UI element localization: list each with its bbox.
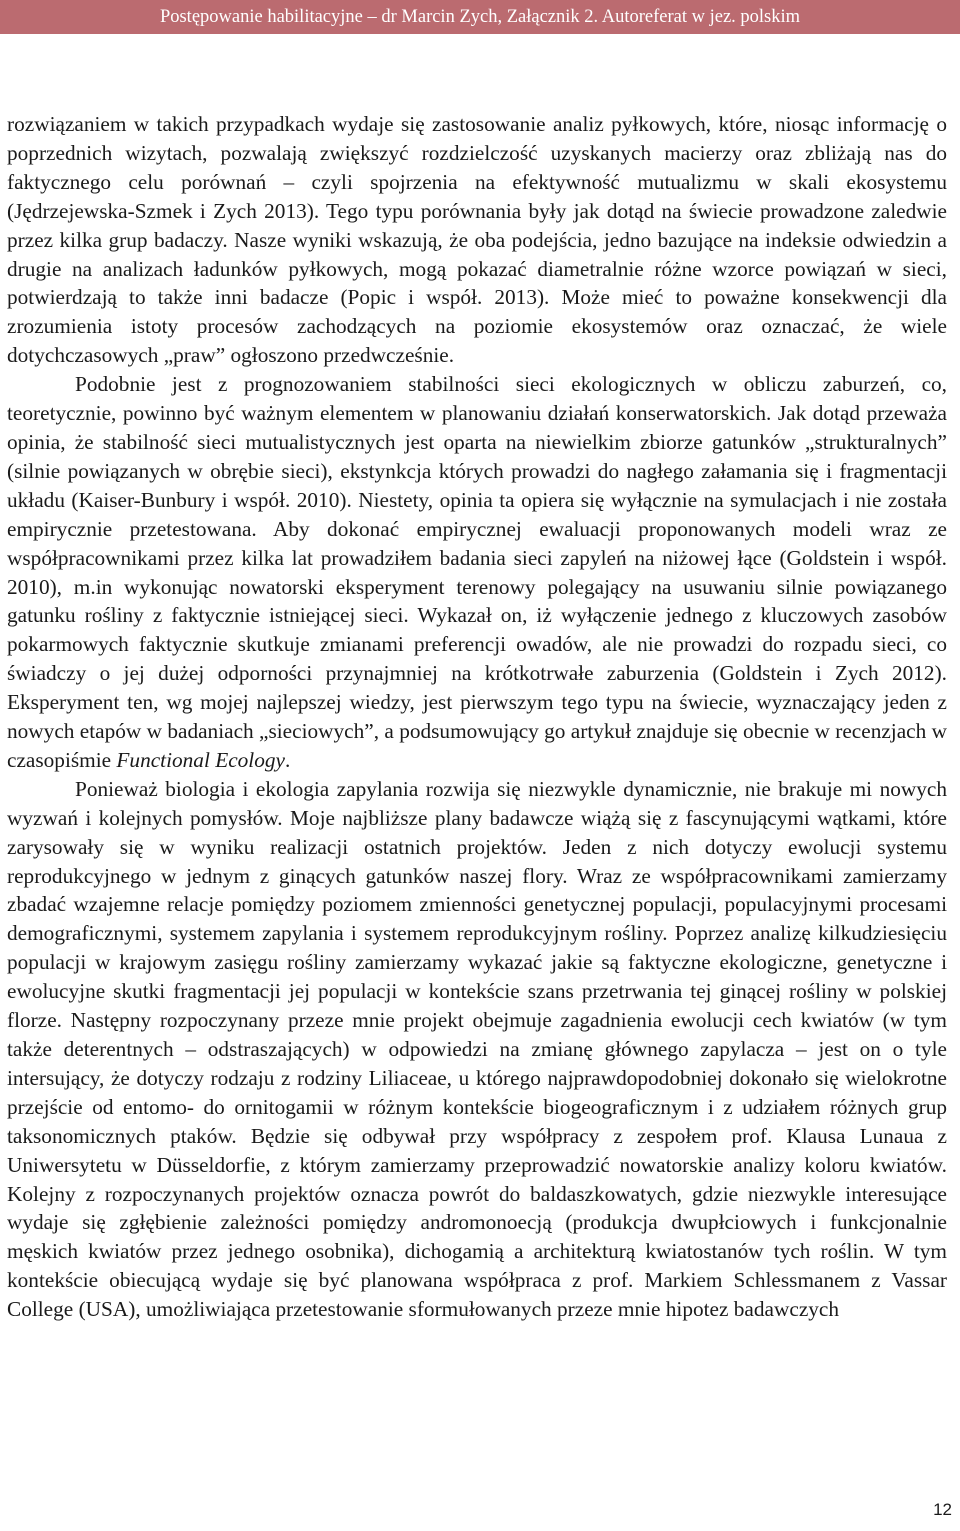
header-title: Postępowanie habilitacyjne – dr Marcin Zych, Załącznik 2. Autoreferat w jez. polskim <box>159 6 801 27</box>
page-header <box>0 0 960 34</box>
paragraph-3: Ponieważ biologia i ekologia zapylania rozwija się niezwykle dynamicznie, nie brakuje mi nowych wyzwań i kolejnych pomysłów. Moje najbliższe plany badawcze wiążą się z fascynującymi wątkami, które zarysowały się w wyniku realizacji ostatnich projektów. Jeden z nich dotyczy ewolucji systemu reprodukcyjnego w jednym z ginących gatunków naszej flory. Wraz ze współpracownikami zamierzamy zbadać wzajemne relacje pomiędzy poziomem zmienności genetycznej populacji, populacyjnymi procesami demograficznymi, systemem zapylania i systemem reprodukcyjnym rośliny. Poprzez analizę kilkudziesięciu populacji w krajowym zasięgu rośliny zamierzamy wykazać jakie są faktyczne ekologiczne, genetyczne i ewolucyjne skutki fragmentacji jej populacji w kontekście szans przetrwania tej ginącej rośliny w polskiej florze. Następny rozpoczynany przeze mnie projekt obejmuje zagadnienia ewolucji cech kwiatów (w tym także deterentnych – odstraszających) w odpowiedzi na zmianę głównego zapylacza – jest on o tyle intersujący, że dotyczy rodzaju z rodziny Liliaceae, u którego najprawdopodobniej dokonało się wielokrotne przejście od entomo- do ornitogamii w różnym kontekście biogeograficznym i z udziałem różnych grup taksonomicznych ptaków. Będzie się odbywał przy współpracy z zespołem prof. Klausa Lunaua z Uniwersytetu w Düsseldorfie, z którym zamierzamy przeprowadzić nowatorskie analizy koloru kwiatów. Kolejny z rozpoczynanych projektów oznacza powrót do baldaszkowatych, gdzie niezwykle interesujące wydaje się zgłębienie zależności pomiędzy andromonoecją (produkcja dwupłciowych i funkcjonalnie męskich kwiatów przez jednego osobnika), dichogamią a architekturą kwiatostanów tych roślin. W tym kontekście obiecującą wydaje się być planowana współpraca z prof. Markiem Schlessmanem z Vassar College (USA), umożliwiająca przetestowanie sformułowanych przeze mnie hipotez badawczych <box>7 776 947 1322</box>
paragraph-2-end: . <box>284 747 291 772</box>
paragraph-1: rozwiązaniem w takich przypadkach wydaje się zastosowanie analiz pyłkowych, które, niosąc informację o poprzednich wizytach, pozwalają zwiększyć rozdzielczość uzyskanych macierzy oraz zbliżają nas do faktycznego celu porównań – czyli spojrzenia na efektywność mutualizmu w skali ekosystemu (Jędrzejewska-Szmek i Zych 2013). Tego typu porównania były jak dotąd na świecie prowadzone zaledwie przez kilka grup badaczy. Nasze wyniki wskazują, że oba podejścia, jedno bazujące na indeksie odwiedzin a drugie na analizach ładunków pyłkowych, mogą pokazać diametralnie różne wzorce powiązań w sieci, potwierdzają to także inni badacze (Popic i współ. 2013). Może mieć to poważne konsekwencji dla zrozumienia istoty procesów zachodzących na poziomie ekosystemów oraz oznaczać, że wiele dotychczasowych „praw” ogłoszono przedwcześnie. <box>7 112 947 368</box>
paragraph-2-text: Podobnie jest z prognozowaniem stabilności sieci ekologicznych w obliczu zaburzeń, co, teoretycznie, powinno być ważnym elementem w planowaniu działań konserwatorskich. Jak dotąd przeważa opinia, że stabilność sieci mutualistycznych jest oparta na niewielkim zbiorze gatunków „strukturalnych” (silnie powiązanych w obrębie sieci), ekstynkcja których prowadzi do nagłego załamania się i fragmentacji układu (Kaiser-Bunbury i współ. 2010). Niestety, opinia ta opiera się wyłącznie na symulacjach i nie została empirycznie przetestowana. Aby dokonać empirycznej ewaluacji proponowanych modeli wraz ze współpracownikami przez kilka lat prowadziłem badania sieci zapyleń na niżowej łące (Goldstein i współ. 2010), m.in wykonując nowatorski eksperyment terenowy polegający na usuwaniu silnie powiązanego gatunku rośliny z faktycznie istniejącej sieci. Wykazał on, iż wyłączenie jednego z kluczowych zasobów pokarmowych faktycznie skutkuje zmianami preferencji owadów, ale nie prowadzi do rozpadu sieci, co świadczy o jej dużej odporności przynajmniej na krótkotrwałe zaburzenia (Goldstein i Zych 2012). Eksperyment ten, wg mojej najlepszej wiedzy, jest pierwszym tego typu na świecie, wyznaczający jeden z nowych etapów w badaniach „sieciowych”, a podsumowujący go artykuł znajduje się obecnie w recenzjach w czasopiśmie <box>7 372 947 772</box>
page-number: 12 <box>933 1500 952 1519</box>
journal-name: Functional Ecology <box>116 747 285 772</box>
document-body <box>7 110 947 1324</box>
paragraph-2 <box>7 370 947 775</box>
